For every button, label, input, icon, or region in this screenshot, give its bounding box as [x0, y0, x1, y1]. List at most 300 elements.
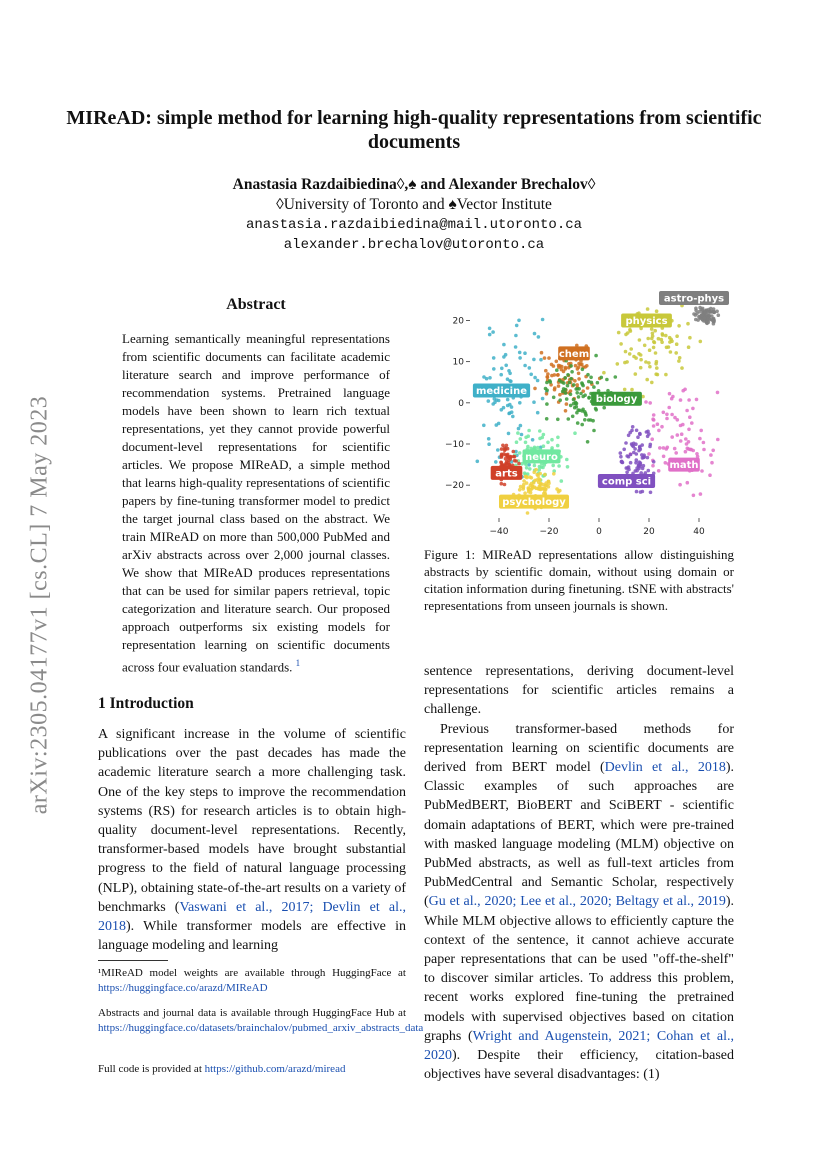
- abstract-body: Learning semantically meaningful representations from scientific documents can facilitate academic literature search and improve performance of recommendation systems. Pretrained language models have been shown to learn rich textual representations, yet they cannot provide powerful document-level representations for scientific articles. We propose MIReAD, a simple method that learns high-quality representations of scientific papers by fine-tuning transformer model to predict the target journal class based on the abstract. We train MIReAD on more than 500,000 PubMed and arXiv abstracts across over 2,000 journal classes. We show that MIReAD produces representations that can be used for similar papers retrieval, topic categorization and literature search. Our proposed approach outperforms six existing models for representation learning on scientific documents across four evaluation standards.: [122, 331, 390, 675]
- data-point-neuro: [525, 466, 529, 470]
- data-point-physics: [634, 372, 638, 376]
- data-point-psychology: [524, 475, 528, 479]
- data-point-psychology: [527, 486, 531, 490]
- data-point-neuro: [533, 464, 537, 468]
- data-point-physics: [657, 337, 661, 341]
- data-point-neuro: [566, 465, 570, 469]
- data-point-math: [700, 469, 704, 473]
- data-point-math: [652, 413, 656, 417]
- data-point-physics: [675, 334, 679, 338]
- data-point-biology: [587, 396, 591, 400]
- data-point-astro-phys: [712, 317, 716, 321]
- series-label-arts: arts: [495, 468, 518, 480]
- data-point-psychology: [522, 483, 526, 487]
- data-point-physics: [628, 352, 632, 356]
- data-point-biology: [571, 415, 575, 419]
- data-point-medicine: [514, 345, 518, 349]
- data-point-medicine: [487, 442, 491, 446]
- data-point-biology: [594, 408, 598, 412]
- data-point-medicine: [506, 377, 510, 381]
- x-tick-label: 20: [643, 527, 655, 537]
- data-point-astro-phys: [700, 314, 704, 318]
- data-point-math: [650, 437, 654, 441]
- data-point-math: [647, 452, 651, 456]
- series-label-math: math: [669, 460, 699, 472]
- data-point-comp-sci: [628, 431, 632, 435]
- data-point-chem: [565, 402, 569, 406]
- data-point-physics: [643, 344, 647, 348]
- affiliations: ◊University of Toronto and ♠Vector Institute: [276, 196, 552, 213]
- data-point-chem: [546, 372, 550, 376]
- data-point-math: [687, 398, 691, 402]
- data-point-physics: [624, 350, 628, 354]
- data-point-physics: [650, 337, 654, 341]
- data-point-physics: [677, 359, 681, 363]
- data-point-physics: [660, 340, 664, 344]
- data-point-math: [709, 453, 713, 457]
- data-point-neuro: [556, 436, 560, 440]
- data-point-neuro: [538, 429, 542, 433]
- data-point-physics: [653, 341, 657, 345]
- data-point-physics: [639, 353, 643, 357]
- data-point-neuro: [550, 446, 554, 450]
- data-point-chem: [558, 364, 562, 368]
- data-point-psychology: [528, 475, 532, 479]
- data-point-neuro: [557, 464, 561, 468]
- data-point-biology: [574, 402, 578, 406]
- data-point-physics: [653, 329, 657, 333]
- data-point-physics: [639, 358, 643, 362]
- data-point-medicine: [541, 318, 545, 322]
- data-point-medicine: [532, 400, 536, 404]
- data-point-physics: [651, 332, 655, 336]
- data-point-medicine: [514, 334, 518, 338]
- data-point-medicine: [491, 330, 495, 334]
- data-point-medicine: [482, 424, 486, 428]
- data-point-comp-sci: [635, 429, 639, 433]
- data-point-biology: [545, 402, 549, 406]
- data-point-medicine: [511, 415, 515, 419]
- data-point-physics: [664, 334, 668, 338]
- data-point-chem: [553, 373, 557, 377]
- data-point-neuro: [573, 431, 577, 435]
- data-point-biology: [605, 378, 609, 382]
- data-point-medicine: [500, 367, 504, 371]
- data-point-comp-sci: [640, 443, 644, 447]
- data-point-math: [666, 446, 670, 450]
- x-tick-label: 40: [693, 527, 705, 537]
- y-tick-label: 10: [452, 357, 464, 368]
- data-point-physics: [648, 348, 652, 352]
- data-point-math: [679, 398, 683, 402]
- data-point-biology: [600, 376, 604, 380]
- data-point-comp-sci: [645, 430, 649, 434]
- data-point-medicine: [533, 332, 537, 336]
- data-point-neuro: [542, 444, 546, 448]
- data-point-physics: [639, 366, 643, 370]
- data-point-physics: [664, 373, 668, 377]
- data-point-biology: [566, 384, 570, 388]
- data-point-psychology: [523, 491, 527, 495]
- data-point-physics: [655, 309, 659, 313]
- data-point-math: [658, 446, 662, 450]
- data-point-biology: [549, 380, 553, 384]
- data-point-math: [685, 409, 689, 413]
- data-point-math: [657, 469, 661, 473]
- data-point-physics: [675, 342, 679, 346]
- footnote-3-link[interactable]: https://github.com/arazd/miread: [204, 1063, 346, 1075]
- data-point-medicine: [504, 364, 508, 368]
- data-point-medicine: [523, 351, 527, 355]
- data-point-math: [671, 395, 675, 399]
- data-point-comp-sci: [631, 443, 635, 447]
- data-point-neuro: [541, 466, 545, 470]
- citation-link[interactable]: Vaswani et al., 2017; Devlin et al., 2018: [98, 899, 407, 935]
- data-point-math: [657, 429, 661, 433]
- data-point-neuro: [519, 437, 523, 441]
- data-point-biology: [575, 411, 579, 415]
- data-point-chem: [564, 367, 568, 371]
- series-label-comp-sci: comp sci: [601, 476, 652, 488]
- data-point-neuro: [526, 445, 530, 449]
- data-point-chem: [533, 387, 537, 391]
- citation-link[interactable]: Devlin et al., 2018: [604, 760, 726, 776]
- data-point-chem: [547, 356, 551, 360]
- arxiv-sidebar: [6, 360, 74, 850]
- data-point-physics: [648, 365, 652, 369]
- data-point-arts: [505, 444, 509, 448]
- data-point-math: [699, 492, 703, 496]
- data-point-neuro: [524, 441, 528, 445]
- data-point-math: [652, 418, 656, 422]
- p2-text-d: ). Despite their efficiency, citation-based objectives have several disadvantages: (1): [424, 1048, 734, 1083]
- data-point-comp-sci: [635, 469, 639, 473]
- data-point-chem: [558, 393, 562, 397]
- data-point-math: [662, 411, 666, 415]
- data-point-math: [648, 401, 652, 405]
- data-point-neuro: [516, 431, 520, 435]
- data-point-astro-phys: [709, 307, 713, 311]
- data-point-comp-sci: [624, 441, 628, 445]
- data-point-physics: [654, 351, 658, 355]
- data-point-arts: [504, 457, 508, 461]
- data-point-math: [711, 449, 715, 453]
- right-column-text: [424, 662, 734, 1084]
- data-point-math: [664, 461, 668, 465]
- data-point-comp-sci: [635, 490, 639, 494]
- series-label-neuro: neuro: [525, 451, 558, 463]
- data-point-arts: [517, 462, 521, 466]
- data-point-biology: [558, 398, 562, 402]
- data-point-physics: [630, 388, 634, 392]
- data-point-chem: [574, 364, 578, 368]
- right-paragraph-1: sentence representations, deriving document-level representations for scientific articles remains a challenge.: [424, 664, 734, 718]
- data-point-math: [716, 391, 720, 395]
- data-point-chem: [577, 377, 581, 381]
- figure-1: [424, 290, 734, 540]
- data-point-medicine: [533, 376, 537, 380]
- data-point-math: [673, 447, 677, 451]
- data-point-math: [686, 447, 690, 451]
- data-point-astro-phys: [703, 311, 707, 315]
- intro-text-b: ). While transformer models are effective in language modeling and learning: [98, 919, 406, 954]
- data-point-medicine: [529, 373, 533, 377]
- data-point-astro-phys: [703, 316, 707, 320]
- y-tick-label: 0: [458, 398, 464, 409]
- data-point-comp-sci: [627, 465, 631, 469]
- data-point-biology: [567, 417, 571, 421]
- data-point-math: [651, 464, 655, 468]
- data-point-psychology: [535, 478, 539, 482]
- data-point-comp-sci: [637, 449, 641, 453]
- data-point-physics: [699, 340, 703, 344]
- y-tick-label: −20: [445, 481, 464, 492]
- series-label-chem: chem: [558, 348, 590, 360]
- data-point-comp-sci: [638, 432, 642, 436]
- data-point-medicine: [492, 367, 496, 371]
- data-point-medicine: [536, 379, 540, 383]
- data-point-psychology: [521, 487, 525, 491]
- data-point-comp-sci: [642, 464, 646, 468]
- data-point-math: [687, 440, 691, 444]
- data-point-math: [667, 406, 671, 410]
- tsne-scatter-chart: [424, 290, 734, 540]
- email-2: alexander.brechalov@utoronto.ca: [283, 237, 545, 253]
- data-point-comp-sci: [625, 454, 629, 458]
- data-point-astro-phys: [710, 314, 714, 318]
- data-point-physics: [661, 332, 665, 336]
- data-point-chem: [553, 386, 557, 390]
- data-point-math: [680, 432, 684, 436]
- data-point-comp-sci: [629, 461, 633, 465]
- data-point-physics: [669, 350, 673, 354]
- data-point-medicine: [507, 412, 511, 416]
- data-point-math: [698, 437, 702, 441]
- data-point-math: [670, 435, 674, 439]
- data-point-biology: [589, 418, 593, 422]
- data-point-comp-sci: [619, 455, 623, 459]
- data-point-biology: [555, 368, 559, 372]
- data-point-comp-sci: [646, 456, 650, 460]
- data-point-astro-phys: [712, 322, 716, 326]
- data-point-comp-sci: [631, 425, 635, 429]
- data-point-comp-sci: [641, 456, 645, 460]
- authors-block: [100, 175, 728, 255]
- data-point-medicine: [541, 397, 545, 401]
- data-point-medicine: [539, 358, 543, 362]
- data-point-astro-phys: [706, 319, 710, 323]
- data-point-math: [660, 425, 664, 429]
- data-point-medicine: [488, 376, 492, 380]
- data-point-psychology: [535, 473, 539, 477]
- data-point-physics: [655, 366, 659, 370]
- data-point-biology: [566, 373, 570, 377]
- data-point-medicine: [495, 423, 499, 427]
- data-point-astro-phys: [701, 307, 705, 311]
- data-point-physics: [670, 339, 674, 343]
- data-point-chem: [573, 379, 577, 383]
- data-point-biology: [572, 398, 576, 402]
- series-label-medicine: medicine: [475, 385, 528, 397]
- data-point-medicine: [508, 372, 512, 376]
- footnote-2-text: Abstracts and journal data is available through HuggingFace Hub at: [98, 1007, 406, 1019]
- data-point-chem: [586, 386, 590, 390]
- data-point-physics: [650, 381, 654, 385]
- data-point-medicine: [493, 401, 497, 405]
- data-point-arts: [512, 450, 516, 454]
- citation-link[interactable]: Gu et al., 2020; Lee et al., 2020; Beltagy et al., 2019: [428, 894, 726, 910]
- data-point-math: [684, 450, 688, 454]
- data-point-physics: [674, 351, 678, 355]
- p2-text-a: Previous transformer-based methods for representation learning on scientific documents are derived from BERT model (: [424, 721, 734, 776]
- data-point-physics: [680, 366, 684, 370]
- authors-line: Anastasia Razdaibiedina◊,♠ and Alexander Brechalov◊: [232, 176, 596, 193]
- data-point-physics: [602, 371, 606, 375]
- data-point-physics: [619, 342, 623, 346]
- data-point-biology: [576, 421, 580, 425]
- data-point-astro-phys: [692, 312, 696, 316]
- data-point-biology: [573, 406, 577, 410]
- x-tick-label: −20: [539, 527, 559, 537]
- data-point-comp-sci: [635, 452, 639, 456]
- data-point-biology: [592, 429, 596, 433]
- data-point-astro-phys: [717, 313, 721, 317]
- data-point-math: [687, 428, 691, 432]
- abstract-heading: Abstract: [226, 296, 286, 313]
- data-point-physics: [645, 378, 649, 382]
- data-point-arts: [503, 449, 507, 453]
- data-point-biology: [572, 383, 576, 387]
- data-point-biology: [580, 423, 584, 427]
- data-point-chem: [540, 351, 544, 355]
- data-point-math: [652, 424, 656, 428]
- data-point-psychology: [526, 511, 530, 515]
- data-point-math: [678, 483, 682, 487]
- data-point-math: [692, 494, 696, 498]
- data-point-chem: [575, 383, 579, 387]
- data-point-biology: [583, 418, 587, 422]
- footnote-3: [98, 1062, 406, 1077]
- data-point-medicine: [487, 437, 491, 441]
- data-point-biology: [586, 373, 590, 377]
- data-point-medicine: [517, 319, 521, 323]
- data-point-neuro: [550, 438, 554, 442]
- citation-link[interactable]: Wright and Augenstein, 2021; Cohan et al., 2020: [424, 1028, 734, 1064]
- data-point-biology: [569, 364, 573, 368]
- data-point-physics: [656, 373, 660, 377]
- data-point-chem: [543, 356, 547, 360]
- data-point-medicine: [476, 460, 480, 464]
- series-label-physics: physics: [625, 315, 668, 327]
- data-point-physics: [686, 322, 690, 326]
- data-point-math: [702, 441, 706, 445]
- data-point-neuro: [541, 436, 545, 440]
- intro-text-a: A significant increase in the volume of scientific publications over the past decades has made the academic literature search a more challenging task. One of the key steps to improve the recommendation systems (RS) for research articles is to obtain high-quality document-level representations. Recently, transformer-based models have brought substantial progress to the field of natural language processing (NLP), obtaining state-of-the-art results on a variety of benchmarks (: [98, 727, 406, 915]
- data-point-arts: [506, 453, 510, 457]
- data-point-biology: [596, 381, 600, 385]
- data-point-arts: [500, 482, 504, 486]
- data-point-comp-sci: [636, 435, 640, 439]
- data-point-neuro: [524, 436, 528, 440]
- data-point-biology: [592, 385, 596, 389]
- data-point-physics: [688, 336, 692, 340]
- data-point-medicine: [500, 408, 504, 412]
- data-point-psychology: [552, 472, 556, 476]
- data-point-medicine: [518, 351, 522, 355]
- paper-title: MIReAD: simple method for learning high-quality representations from scientific documents: [66, 107, 762, 153]
- data-point-medicine: [494, 460, 498, 464]
- data-point-math: [695, 398, 699, 402]
- data-point-biology: [578, 409, 582, 413]
- data-point-physics: [625, 360, 629, 364]
- data-point-medicine: [518, 356, 522, 360]
- data-point-medicine: [493, 397, 497, 401]
- data-point-physics: [638, 338, 642, 342]
- data-point-math: [644, 400, 648, 404]
- data-point-medicine: [487, 399, 491, 403]
- data-point-comp-sci: [639, 490, 643, 494]
- data-point-arts: [500, 453, 504, 457]
- data-point-biology: [577, 395, 581, 399]
- data-point-medicine: [520, 433, 524, 437]
- data-point-astro-phys: [706, 312, 710, 316]
- data-point-biology: [569, 393, 573, 397]
- data-point-physics: [667, 345, 671, 349]
- data-point-medicine: [504, 353, 508, 357]
- data-point-biology: [569, 377, 573, 381]
- data-point-comp-sci: [629, 453, 633, 457]
- data-point-physics: [678, 356, 682, 360]
- data-point-neuro: [546, 441, 550, 445]
- data-point-psychology: [543, 473, 547, 477]
- data-point-chem: [557, 384, 561, 388]
- data-point-biology: [583, 393, 587, 397]
- data-point-math: [656, 422, 660, 426]
- data-point-math: [665, 417, 669, 421]
- data-point-math: [689, 448, 693, 452]
- right-paragraph-2: [424, 720, 734, 1085]
- data-point-chem: [569, 389, 573, 393]
- data-point-comp-sci: [635, 458, 639, 462]
- series-label-psychology: psychology: [502, 497, 566, 509]
- data-point-medicine: [482, 375, 486, 379]
- data-point-neuro: [518, 451, 522, 455]
- data-point-comp-sci: [622, 448, 626, 452]
- footnote-marker[interactable]: 1: [295, 658, 301, 668]
- data-point-chem: [555, 360, 559, 364]
- footnote-2-link[interactable]: https://huggingface.co/datasets/brainchalov/pubmed_arxiv_abstracts_data: [98, 1021, 424, 1034]
- data-point-physics: [652, 346, 656, 350]
- data-point-medicine: [508, 403, 512, 407]
- data-point-arts: [503, 483, 507, 487]
- data-point-math: [691, 407, 695, 411]
- data-point-astro-phys: [694, 307, 698, 311]
- data-point-physics: [628, 328, 632, 332]
- data-point-chem: [556, 373, 560, 377]
- footnote-3-text: Full code is provided at: [98, 1063, 205, 1075]
- data-point-physics: [629, 347, 633, 351]
- data-point-physics: [677, 324, 681, 328]
- data-point-medicine: [518, 401, 522, 405]
- y-tick-label: 20: [452, 316, 464, 327]
- footnote-1-link[interactable]: https://huggingface.co/arazd/MIReAD: [98, 981, 268, 994]
- intro-paragraph: [98, 725, 406, 955]
- data-point-biology: [568, 381, 572, 385]
- section-heading-introduction: 1 Introduction: [98, 695, 194, 712]
- data-point-psychology: [534, 468, 538, 472]
- data-point-medicine: [532, 358, 536, 362]
- data-point-medicine: [506, 398, 510, 402]
